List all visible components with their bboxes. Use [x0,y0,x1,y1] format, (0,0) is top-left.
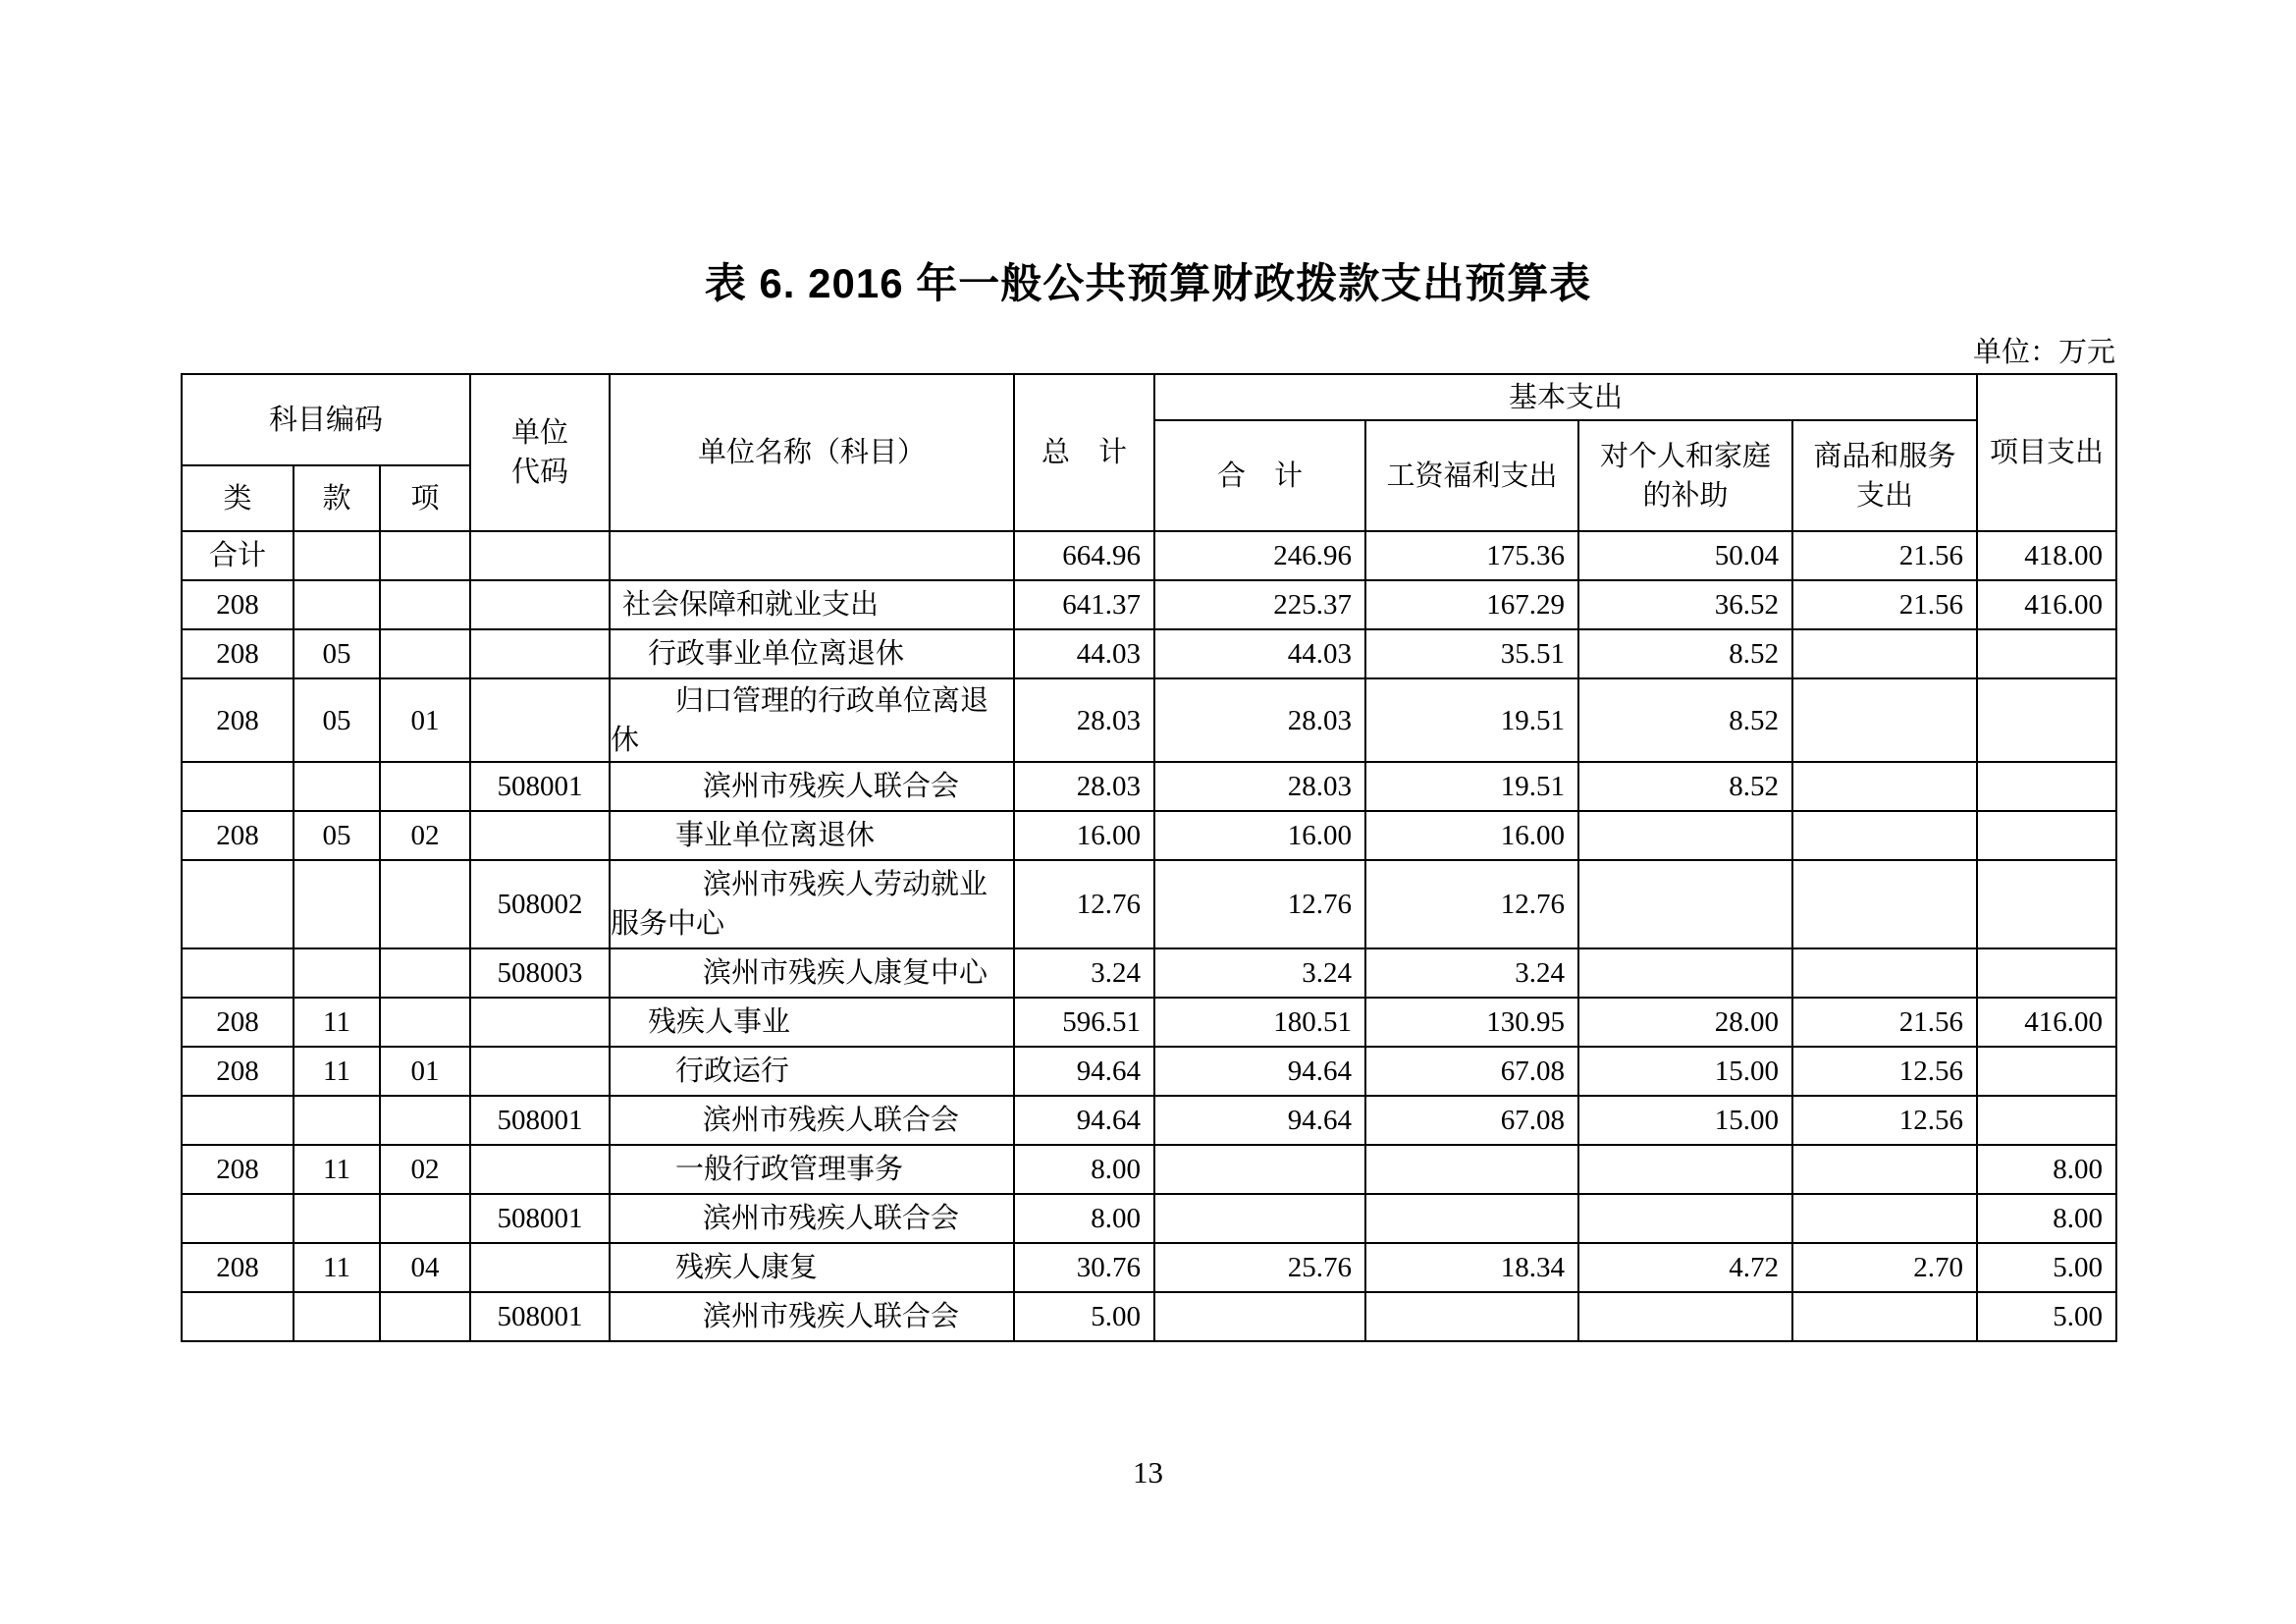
cell-project: 5.00 [1978,1244,2117,1293]
cell-salary-welfare: 130.95 [1366,999,1579,1048]
cell-basic-total: 44.03 [1155,630,1366,679]
cell-class: 208 [183,679,294,763]
cell-item: 04 [381,1244,471,1293]
cell-item: 02 [381,812,471,861]
header-basic-total: 合 计 [1155,421,1366,532]
cell-basic-total: 94.64 [1155,1048,1366,1097]
page-number: 13 [1133,1455,1163,1489]
cell-unit-name [611,861,1015,949]
cell-project: 416.00 [1978,999,2117,1048]
cell-unit-code [471,679,611,763]
cell-goods-services [1793,1146,1978,1195]
cell-grand-total: 94.64 [1015,1048,1155,1097]
cell-unit-code [471,1048,611,1097]
cell-item: 01 [381,679,471,763]
cell-unit-name [611,1097,1015,1146]
cell-goods-services: 2.70 [1793,1244,1978,1293]
unit-name-text: 一般行政管理事务 [675,1154,904,1185]
header-basic-expenditure: 基本支出 [1155,375,1978,421]
cell-goods-services [1793,679,1978,763]
cell-grand-total: 8.00 [1015,1195,1155,1244]
cell-item [381,861,471,949]
cell-basic-total: 3.24 [1155,949,1366,999]
cell-project: 5.00 [1978,1293,2117,1342]
cell-class: 208 [183,581,294,630]
cell-salary-welfare: 16.00 [1366,812,1579,861]
cell-salary-welfare [1366,1293,1579,1342]
cell-item [381,532,471,581]
cell-salary-welfare: 35.51 [1366,630,1579,679]
cell-section [294,763,381,812]
cell-unit-code: 508002 [471,861,611,949]
cell-class [183,1293,294,1342]
cell-basic-total: 12.76 [1155,861,1366,949]
cell-project [1978,763,2117,812]
cell-grand-total: 641.37 [1015,581,1155,630]
cell-grand-total: 12.76 [1015,861,1155,949]
cell-section: 11 [294,1244,381,1293]
cell-grand-total: 3.24 [1015,949,1155,999]
cell-grand-total: 596.51 [1015,999,1155,1048]
cell-unit-name [611,532,1015,581]
cell-individual-family [1579,1195,1793,1244]
budget-table [181,373,2117,1342]
cell-goods-services [1793,630,1978,679]
cell-grand-total: 94.64 [1015,1097,1155,1146]
cell-goods-services: 12.56 [1793,1048,1978,1097]
cell-item [381,949,471,999]
header-project-expenditure: 项目支出 [1978,375,2117,532]
header-grand-total: 总 计 [1015,375,1155,532]
cell-section [294,1293,381,1342]
cell-unit-code: 508001 [471,1097,611,1146]
header-individual-family: 对个人和家庭的补助 [1579,421,1793,532]
unit-name-text: 行政运行 [675,1056,790,1087]
cell-goods-services [1793,763,1978,812]
cell-salary-welfare: 67.08 [1366,1097,1579,1146]
cell-basic-total: 246.96 [1155,532,1366,581]
cell-basic-total: 225.37 [1155,581,1366,630]
cell-salary-welfare: 167.29 [1366,581,1579,630]
cell-item [381,999,471,1048]
cell-unit-name [611,812,1015,861]
cell-individual-family: 36.52 [1579,581,1793,630]
cell-item [381,630,471,679]
cell-individual-family: 50.04 [1579,532,1793,581]
cell-section: 05 [294,630,381,679]
cell-class [183,1195,294,1244]
cell-grand-total: 28.03 [1015,763,1155,812]
cell-individual-family: 15.00 [1579,1048,1793,1097]
cell-salary-welfare: 12.76 [1366,861,1579,949]
cell-unit-name [611,1146,1015,1195]
cell-goods-services: 12.56 [1793,1097,1978,1146]
unit-note: 单位：万元 [1972,337,2115,368]
cell-goods-services [1793,949,1978,999]
cell-section: 11 [294,1048,381,1097]
cell-grand-total: 16.00 [1015,812,1155,861]
cell-unit-code: 508003 [471,949,611,999]
unit-name-text: 残疾人康复 [675,1252,819,1283]
cell-goods-services [1793,1195,1978,1244]
cell-unit-code [471,630,611,679]
cell-item: 01 [381,1048,471,1097]
cell-unit-name [611,763,1015,812]
cell-project: 416.00 [1978,581,2117,630]
cell-section [294,861,381,949]
cell-individual-family: 8.52 [1579,679,1793,763]
cell-salary-welfare: 3.24 [1366,949,1579,999]
cell-individual-family: 4.72 [1579,1244,1793,1293]
unit-name-text: 残疾人事业 [648,1006,791,1038]
cell-project [1978,861,2117,949]
cell-project [1978,679,2117,763]
cell-class [183,949,294,999]
cell-class: 208 [183,999,294,1048]
cell-section [294,949,381,999]
header-subject-code: 科目编码 [183,375,471,466]
cell-project [1978,949,2117,999]
cell-item [381,581,471,630]
cell-unit-code [471,1146,611,1195]
cell-individual-family [1579,1146,1793,1195]
cell-class: 208 [183,1146,294,1195]
cell-individual-family: 15.00 [1579,1097,1793,1146]
cell-unit-code [471,581,611,630]
cell-salary-welfare: 175.36 [1366,532,1579,581]
cell-salary-welfare [1366,1146,1579,1195]
cell-salary-welfare: 67.08 [1366,1048,1579,1097]
unit-name-text: 滨州市残疾人劳动就业服务中心 [611,869,988,940]
cell-basic-total [1155,1146,1366,1195]
unit-name-text: 滨州市残疾人联合会 [703,1203,960,1234]
cell-goods-services: 21.56 [1793,999,1978,1048]
cell-grand-total: 664.96 [1015,532,1155,581]
cell-class [183,763,294,812]
cell-basic-total [1155,1195,1366,1244]
cell-unit-name [611,630,1015,679]
cell-grand-total: 44.03 [1015,630,1155,679]
cell-salary-welfare: 18.34 [1366,1244,1579,1293]
unit-name-text: 行政事业单位离退休 [648,638,905,670]
cell-class: 208 [183,1048,294,1097]
cell-individual-family: 8.52 [1579,763,1793,812]
unit-name-text: 滨州市残疾人联合会 [703,771,960,802]
cell-section: 05 [294,679,381,763]
cell-basic-total [1155,1293,1366,1342]
cell-grand-total: 5.00 [1015,1293,1155,1342]
header-goods-services: 商品和服务支出 [1793,421,1978,532]
cell-class: 208 [183,630,294,679]
unit-name-text: 滨州市残疾人联合会 [703,1301,960,1332]
cell-goods-services [1793,861,1978,949]
cell-unit-name [611,1244,1015,1293]
cell-unit-code: 508001 [471,1293,611,1342]
cell-goods-services [1793,1293,1978,1342]
unit-name-text: 滨州市残疾人康复中心 [703,957,988,989]
cell-project [1978,1048,2117,1097]
header-item: 项 [381,466,471,532]
unit-name-text: 归口管理的行政单位离退休 [611,684,989,756]
cell-class: 208 [183,812,294,861]
cell-grand-total: 30.76 [1015,1244,1155,1293]
cell-unit-code [471,812,611,861]
cell-individual-family: 28.00 [1579,999,1793,1048]
cell-unit-code: 508001 [471,763,611,812]
cell-unit-code: 508001 [471,1195,611,1244]
header-section: 款 [294,466,381,532]
unit-name-text: 事业单位离退休 [675,820,876,851]
header-unit-name: 单位名称（科目） [611,375,1015,532]
cell-individual-family [1579,1293,1793,1342]
cell-unit-name [611,949,1015,999]
cell-class: 208 [183,1244,294,1293]
cell-item [381,1195,471,1244]
cell-project [1978,812,2117,861]
cell-basic-total: 28.03 [1155,763,1366,812]
cell-section [294,1195,381,1244]
cell-item [381,1097,471,1146]
cell-basic-total: 16.00 [1155,812,1366,861]
unit-name-text: 滨州市残疾人联合会 [703,1105,960,1136]
header-unit-code: 单位代码 [471,375,611,532]
cell-individual-family [1579,861,1793,949]
cell-section: 11 [294,999,381,1048]
header-class: 类 [183,466,294,532]
cell-salary-welfare [1366,1195,1579,1244]
cell-basic-total: 25.76 [1155,1244,1366,1293]
cell-grand-total: 8.00 [1015,1146,1155,1195]
cell-section [294,581,381,630]
cell-unit-name [611,679,1015,763]
cell-project: 418.00 [1978,532,2117,581]
cell-section: 05 [294,812,381,861]
cell-project [1978,630,2117,679]
cell-goods-services: 21.56 [1793,581,1978,630]
cell-section [294,532,381,581]
cell-section: 11 [294,1146,381,1195]
cell-individual-family [1579,949,1793,999]
cell-salary-welfare: 19.51 [1366,763,1579,812]
cell-unit-code [471,532,611,581]
cell-item [381,763,471,812]
page-title: 表 6. 2016 年一般公共预算财政拨款支出预算表 [704,260,1592,306]
cell-basic-total: 180.51 [1155,999,1366,1048]
unit-name-text: 社会保障和就业支出 [622,589,880,621]
cell-goods-services [1793,812,1978,861]
cell-unit-name [611,1195,1015,1244]
cell-item: 02 [381,1146,471,1195]
cell-unit-name [611,1048,1015,1097]
cell-class [183,1097,294,1146]
cell-individual-family [1579,812,1793,861]
cell-unit-name [611,999,1015,1048]
header-salary-welfare: 工资福利支出 [1366,421,1579,532]
cell-goods-services: 21.56 [1793,532,1978,581]
cell-individual-family: 8.52 [1579,630,1793,679]
cell-item [381,1293,471,1342]
cell-unit-name [611,1293,1015,1342]
cell-unit-code [471,999,611,1048]
cell-class: 合计 [183,532,294,581]
cell-salary-welfare: 19.51 [1366,679,1579,763]
cell-project: 8.00 [1978,1146,2117,1195]
cell-unit-code [471,1244,611,1293]
cell-class [183,861,294,949]
cell-unit-name [611,581,1015,630]
cell-basic-total: 94.64 [1155,1097,1366,1146]
cell-project: 8.00 [1978,1195,2117,1244]
cell-grand-total: 28.03 [1015,679,1155,763]
cell-section [294,1097,381,1146]
cell-basic-total: 28.03 [1155,679,1366,763]
cell-project [1978,1097,2117,1146]
